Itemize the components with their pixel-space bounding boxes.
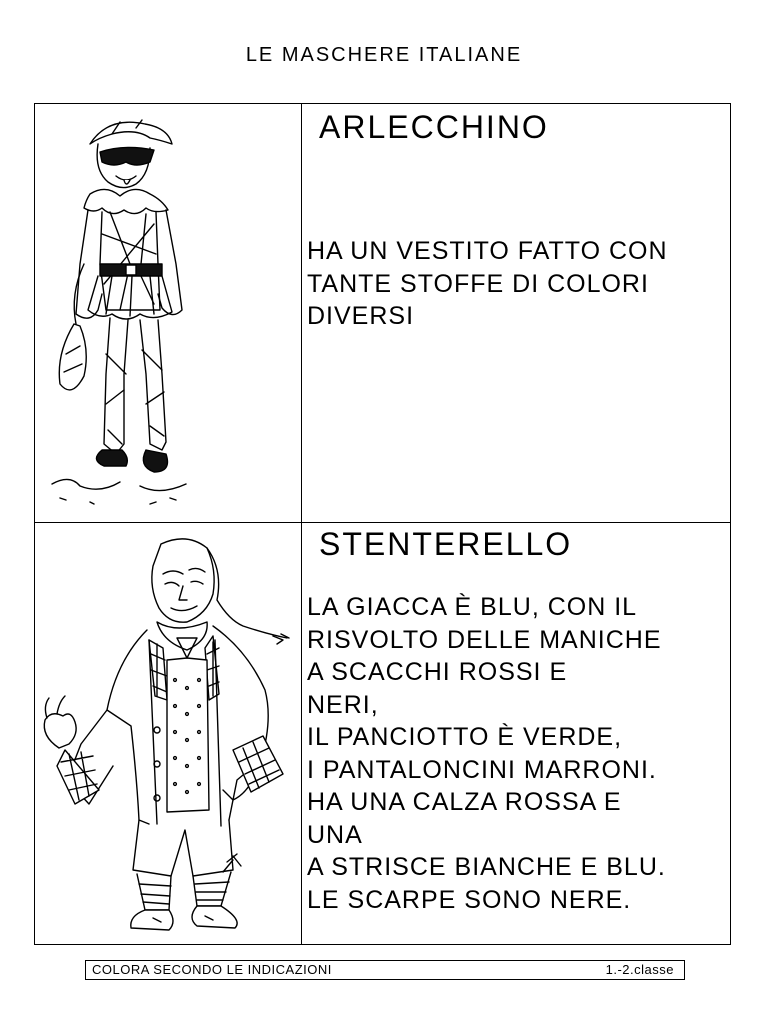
description-line: NERI,	[307, 690, 379, 719]
description-line: LA GIACCA È BLU, CON IL	[307, 593, 638, 621]
description-line: IL PANCIOTTO È VERDE,	[307, 723, 623, 751]
footer-grade: 1.-2.classe	[605, 962, 674, 977]
mask-name-arlecchino: ARLECCHINO	[319, 109, 549, 145]
masks-table	[34, 103, 731, 945]
footer-instruction: COLORA SECONDO LE INDICAZIONI	[92, 962, 332, 977]
description-line: A SCACCHI ROSSI E	[307, 658, 568, 686]
description-line: HA UN VESTITO FATTO CON	[307, 237, 668, 265]
arlecchino-drawing-icon	[50, 114, 190, 514]
mask-description-stenterello	[307, 591, 666, 916]
row-divider	[35, 522, 730, 523]
stenterello-drawing-icon	[37, 530, 299, 940]
footer-box	[85, 960, 685, 980]
description-line: DIVERSI	[307, 302, 415, 330]
description-line: I PANTALONCINI MARRONI.	[307, 755, 657, 784]
page-title: LE MASCHERE ITALIANE	[245, 44, 523, 66]
description-line: HA UNA CALZA ROSSA E	[307, 788, 622, 816]
description-line: A STRISCE BIANCHE E BLU.	[307, 853, 666, 881]
description-line: UNA	[307, 820, 363, 849]
column-divider	[301, 104, 302, 944]
description-line: RISVOLTO DELLE MANICHE	[307, 625, 662, 654]
description-line: TANTE STOFFE DI COLORI	[307, 269, 649, 298]
description-line: LE SCARPE SONO NERE.	[307, 885, 632, 914]
mask-description-arlecchino	[307, 235, 668, 333]
mask-name-stenterello: STENTERELLO	[319, 526, 573, 562]
